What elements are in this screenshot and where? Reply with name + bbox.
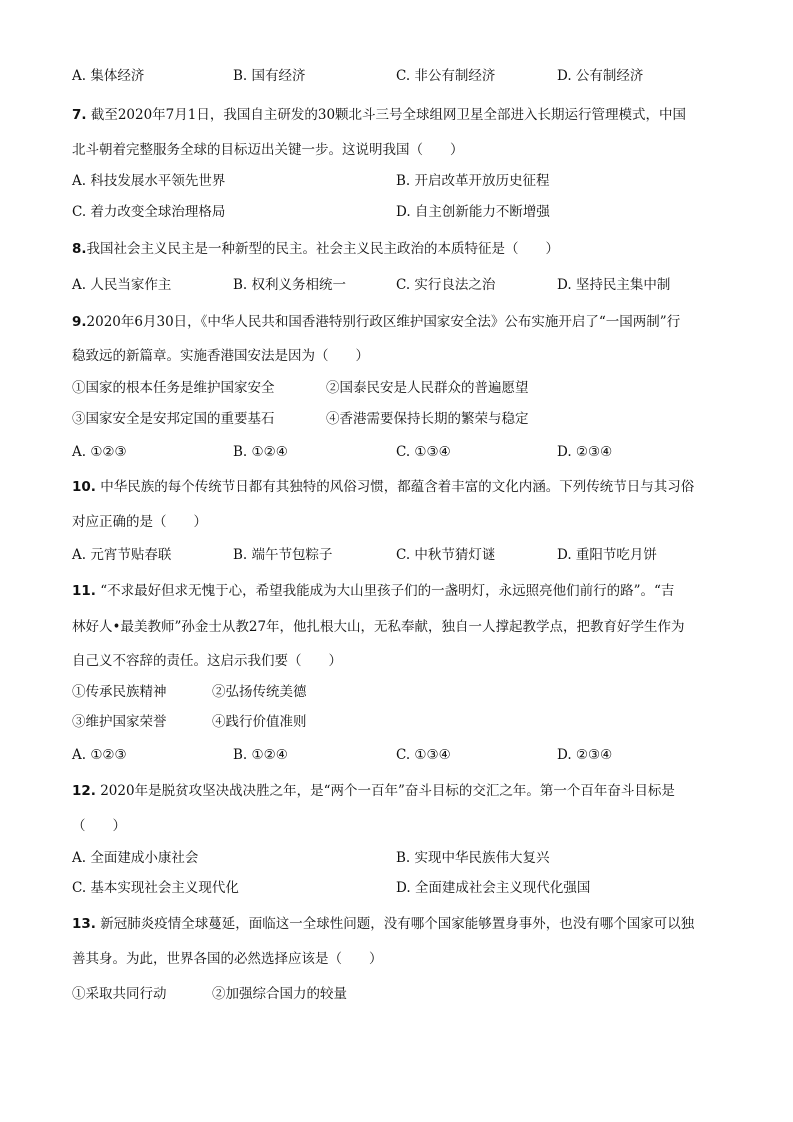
q11-stem-text-1: “不求最好但求无愧于心，希望我能成为大山里孩子们的一盏明灯，永远照亮他们前行的路”。“吉 [100, 583, 675, 599]
q11-item-1: ①传承民族精神 [72, 684, 167, 700]
q11-number: 11. [72, 583, 96, 599]
q9-item-2: ②国泰民安是人民群众的普遍愿望 [326, 380, 529, 396]
q11-item-3: ③维护国家荣誉 [72, 714, 167, 730]
q6-option-d: D. 公有制经济 [557, 68, 644, 84]
q9-option-c: C. ①③④ [396, 444, 451, 460]
q7-number: 7. [72, 107, 87, 123]
q12-option-b: B. 实现中华民族伟大复兴 [396, 850, 550, 866]
q12-stem-text-1: 2020年是脱贫攻坚决战决胜之年，是“两个一百年”奋斗目标的交汇之年。第一个百年奋斗目标是 [100, 783, 675, 799]
q9-option-b: B. ①②④ [233, 444, 288, 460]
q8-option-a: A. 人民当家作主 [72, 277, 172, 293]
q13-stem-line-2: 善其身。为此，世界各国的必然选择应该是（ ） [72, 951, 383, 967]
q6-option-b: B. 国有经济 [233, 68, 306, 84]
q13-number: 13. [72, 916, 96, 932]
q13-stem-text-1: 新冠肺炎疫情全球蔓延，面临这一全球性问题，没有哪个国家能够置身事外，也没有哪个国家可以独 [100, 916, 695, 932]
q11-option-d: D. ②③④ [557, 747, 613, 763]
q12-option-d: D. 全面建成社会主义现代化强国 [396, 880, 591, 896]
q8-stem-line-1 [72, 240, 559, 258]
q9-stem-line-2: 稳致远的新篇章。实施香港国安法是因为（ ） [72, 348, 369, 364]
q11-item-2: ②弘扬传统美德 [212, 684, 307, 700]
q8-stem-text-1: 我国社会主义民主是一种新型的民主。社会主义民主政治的本质特征是（ ） [86, 241, 560, 257]
q9-item-3: ③国家安全是安邦定国的重要基石 [72, 411, 275, 427]
q9-option-d: D. ②③④ [557, 444, 613, 460]
q9-number: 9. [72, 314, 87, 330]
q11-item-4: ④践行价值准则 [212, 714, 307, 730]
q7-stem-line-2: 北斗朝着完整服务全球的目标迈出关键一步。这说明我国（ ） [72, 142, 464, 158]
q10-stem-line-2: 对应正确的是（ ） [72, 514, 207, 530]
q11-option-c: C. ①③④ [396, 747, 451, 763]
q7-option-d: D. 自主创新能力不断增强 [396, 204, 550, 220]
q10-stem-line-1 [72, 478, 694, 496]
q9-option-a: A. ①②③ [72, 444, 127, 460]
q12-option-c: C. 基本实现社会主义现代化 [72, 880, 239, 896]
q6-option-c: C. 非公有制经济 [396, 68, 496, 84]
q11-option-b: B. ①②④ [233, 747, 288, 763]
q7-option-c: C. 着力改变全球治理格局 [72, 204, 226, 220]
q8-number: 8. [72, 241, 87, 257]
q10-option-c: C. 中秋节猜灯谜 [396, 547, 496, 563]
q7-option-b: B. 开启改革开放历史征程 [396, 173, 550, 189]
q7-stem-text-1: 截至2020年7月1日，我国自主研发的30颗北斗三号全球组网卫星全部进入长期运行管理模式，中国 [90, 107, 687, 123]
q7-stem-line-1 [72, 106, 686, 124]
q11-stem-line-3: 自己义不容辞的责任。这启示我们要（ ） [72, 653, 342, 669]
q10-option-a: A. 元宵节贴春联 [72, 547, 172, 563]
q11-stem-line-2: 林好人•最美教师”孙金士从教27年，他扎根大山，无私奉献，独自一人撑起教学点，把教育好学生作为 [72, 619, 685, 635]
q11-option-a: A. ①②③ [72, 747, 127, 763]
q8-option-c: C. 实行良法之治 [396, 277, 496, 293]
q13-stem-line-1 [72, 915, 694, 933]
q9-stem-text-1: 2020年6月30日，《中华人民共和国香港特别行政区维护国家安全法》公布实施开启了“一国两制”行 [86, 314, 681, 330]
q8-option-d: D. 坚持民主集中制 [557, 277, 671, 293]
q8-option-b: B. 权利义务相统一 [233, 277, 347, 293]
q7-option-a: A. 科技发展水平领先世界 [72, 173, 226, 189]
q11-stem-line-1 [72, 582, 674, 600]
q9-item-1: ①国家的根本任务是维护国家安全 [72, 380, 275, 396]
q10-stem-text-1: 中华民族的每个传统节日都有其独特的风俗习惯，都蕴含着丰富的文化内涵。下列传统节日与其习俗 [100, 479, 695, 495]
q13-item-1: ①采取共同行动 [72, 986, 167, 1002]
q10-option-b: B. 端午节包粽子 [233, 547, 333, 563]
q9-stem-line-1 [72, 313, 680, 331]
q12-number: 12. [72, 783, 96, 799]
q9-item-4: ④香港需要保持长期的繁荣与稳定 [326, 411, 529, 427]
q6-option-a: A. 集体经济 [72, 68, 145, 84]
q12-stem-line-2: （ ） [72, 818, 126, 834]
q13-item-2: ②加强综合国力的较量 [212, 986, 347, 1002]
q12-option-a: A. 全面建成小康社会 [72, 850, 199, 866]
q10-option-d: D. 重阳节吃月饼 [557, 547, 657, 563]
q12-stem-line-1 [72, 782, 675, 800]
q10-number: 10. [72, 479, 96, 495]
